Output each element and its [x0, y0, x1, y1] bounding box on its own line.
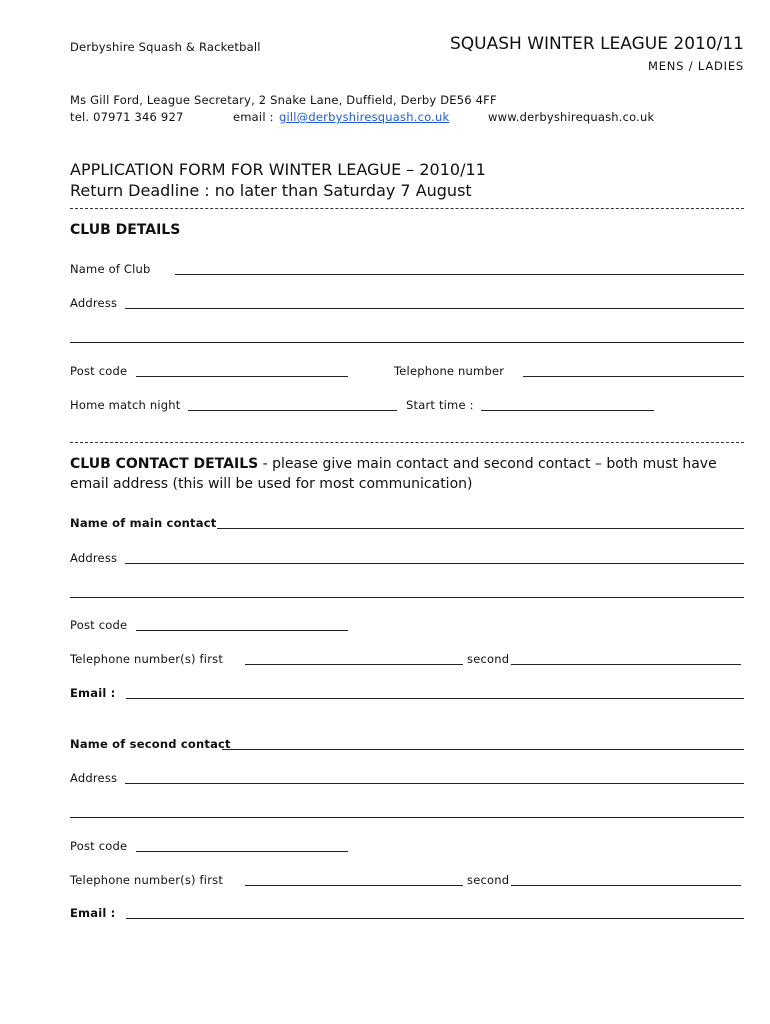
main-contact-name-label: Name of main contact	[70, 516, 217, 530]
second-contact-name-label: Name of second contact	[70, 737, 231, 751]
second-contact-telephone-first-field[interactable]	[245, 885, 463, 886]
main-contact-second-label: second	[467, 652, 510, 666]
email-link[interactable]: gill@derbyshiresquash.co.uk	[279, 110, 450, 124]
main-contact-email-label: Email :	[70, 686, 116, 700]
form-heading: APPLICATION FORM FOR WINTER LEAGUE – 2010/11	[70, 160, 486, 179]
club-name-field[interactable]	[175, 274, 744, 275]
application-form-page	[70, 0, 744, 1024]
main-contact-address-field[interactable]	[125, 563, 744, 564]
club-address-label: Address	[70, 296, 118, 310]
home-match-night-field[interactable]	[188, 410, 397, 411]
second-contact-address-field-2[interactable]	[70, 817, 744, 818]
second-contact-address-field[interactable]	[125, 783, 744, 784]
main-contact-address-field-2[interactable]	[70, 597, 744, 598]
main-contact-telephone-first-field[interactable]	[245, 664, 463, 665]
club-address-field-2[interactable]	[70, 342, 744, 343]
main-contact-email-field[interactable]	[126, 698, 744, 699]
secretary-tel: tel. 07971 346 927	[70, 110, 184, 124]
second-contact-telephone-second-field[interactable]	[511, 885, 741, 886]
contact-details-title: CLUB CONTACT DETAILS	[70, 456, 259, 472]
second-contact-postcode-field[interactable]	[136, 851, 348, 852]
club-telephone-label: Telephone number	[394, 364, 505, 378]
club-name-label: Name of Club	[70, 262, 151, 276]
second-contact-email-field[interactable]	[126, 918, 744, 919]
second-contact-address-label: Address	[70, 771, 118, 785]
main-contact-name-field[interactable]	[217, 528, 744, 529]
main-contact-postcode-field[interactable]	[136, 630, 348, 631]
mens-ladies-label: MENS / LADIES	[647, 59, 744, 73]
second-contact-email-label: Email :	[70, 906, 116, 920]
contact-details-heading	[70, 456, 717, 472]
main-contact-postcode-label: Post code	[70, 618, 128, 632]
club-telephone-field[interactable]	[523, 376, 744, 377]
second-contact-telephone-label: Telephone number(s) first	[70, 873, 224, 887]
start-time-label: Start time :	[406, 398, 474, 412]
main-contact-address-label: Address	[70, 551, 118, 565]
club-details-heading: CLUB DETAILS	[70, 222, 181, 238]
home-match-night-label: Home match night	[70, 398, 181, 412]
divider	[70, 442, 744, 443]
club-postcode-label: Post code	[70, 364, 128, 378]
main-contact-telephone-label: Telephone number(s) first	[70, 652, 224, 666]
main-contact-telephone-second-field[interactable]	[511, 664, 741, 665]
org-name: Derbyshire Squash & Racketball	[70, 40, 261, 54]
second-contact-postcode-label: Post code	[70, 839, 128, 853]
contact-details-note-2: email address (this will be used for most communication)	[70, 476, 473, 492]
contact-details-note: - please give main contact and second contact – both must have	[258, 456, 717, 472]
email-label: email :	[233, 110, 274, 124]
start-time-field[interactable]	[481, 410, 654, 411]
divider	[70, 208, 744, 209]
secretary-address: Ms Gill Ford, League Secretary, 2 Snake Lane, Duffield, Derby DE56 4FF	[70, 93, 497, 107]
club-postcode-field[interactable]	[136, 376, 348, 377]
second-contact-second-label: second	[467, 873, 510, 887]
club-address-field[interactable]	[125, 308, 744, 309]
second-contact-name-field[interactable]	[222, 749, 744, 750]
league-title: SQUASH WINTER LEAGUE 2010/11	[449, 34, 744, 54]
deadline-text: Return Deadline : no later than Saturday 7 August	[70, 181, 472, 200]
website-text: www.derbyshirequash.co.uk	[488, 110, 655, 124]
